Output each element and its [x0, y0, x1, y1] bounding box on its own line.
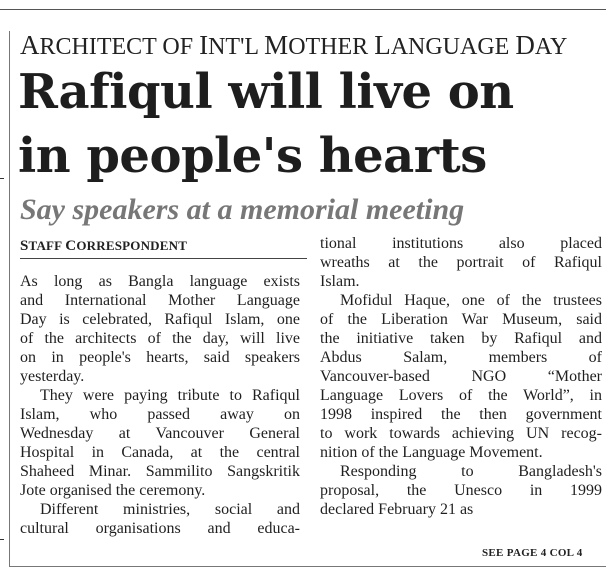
body-line: Day is celebrated, Rafiqul Islam, one — [20, 311, 300, 328]
byline-rule — [20, 258, 307, 259]
body-line: Different ministries, social and — [40, 501, 300, 518]
article-column-2 — [320, 234, 602, 519]
top-rule — [0, 9, 606, 10]
body-line: nition of the Language Movement. — [320, 444, 543, 461]
margin-tick — [0, 539, 4, 540]
body-line: wreaths at the portrait of Rafiqul — [320, 254, 602, 271]
bottom-rule — [9, 566, 606, 567]
body-line: They were paying tribute to Rafiqul — [40, 387, 300, 404]
body-line: of the Liberation War Museum, said — [320, 311, 602, 328]
body-line: Abdus Salam, members of — [320, 349, 602, 366]
kicker: ARCHITECT OF INT'L MOTHER LANGUAGE DAY — [20, 30, 568, 60]
byline: STAFF CORRESPONDENT — [20, 238, 188, 254]
headline-line-2: in people's hearts — [18, 128, 487, 184]
body-line: the initiative taken by Rafiqul and — [320, 330, 602, 347]
body-line: to work towards achieving UN recog- — [320, 425, 602, 442]
body-line: As long as Bangla language exists — [20, 273, 300, 290]
body-line: Hospital in Canada, at the central — [20, 444, 300, 461]
body-line: Wednesday at Vancouver General — [20, 425, 300, 442]
body-line: and International Mother Language — [20, 292, 300, 309]
body-line: Mofidul Haque, one of the trustees — [340, 292, 602, 309]
body-line: cultural organisations and educa- — [20, 520, 300, 537]
body-line: on in people's hearts, said speakers — [20, 349, 300, 366]
body-line: Language Lovers of the World”, in — [320, 387, 602, 404]
body-line: Responding to Bangladesh's — [340, 463, 602, 480]
margin-tick — [0, 178, 4, 179]
body-line: proposal, the Unesco in 1999 — [320, 482, 602, 499]
body-line: 1998 inspired the then government — [320, 406, 602, 423]
article-column-1 — [20, 272, 300, 538]
body-line: Islam, who passed away on — [20, 406, 300, 423]
body-line: yesterday. — [20, 368, 85, 385]
body-line: Shaheed Minar. Sammilito Sangskritik — [20, 463, 300, 480]
subhead: Say speakers at a memorial meeting — [20, 193, 465, 226]
body-line: of the architects of the day, will live — [20, 330, 300, 347]
body-line: tional institutions also placed — [320, 235, 602, 252]
body-line: Islam. — [320, 273, 360, 290]
headline-line-1: Rafiqul will live on — [18, 64, 514, 120]
body-line: Vancouver-based NGO “Mother — [320, 368, 602, 385]
headline — [18, 60, 606, 188]
continuation-note: SEE PAGE 4 COL 4 — [482, 547, 583, 559]
body-line: Jote organised the ceremony. — [20, 482, 206, 499]
body-line: declared February 21 as — [320, 501, 474, 518]
left-column-rule — [9, 31, 10, 566]
